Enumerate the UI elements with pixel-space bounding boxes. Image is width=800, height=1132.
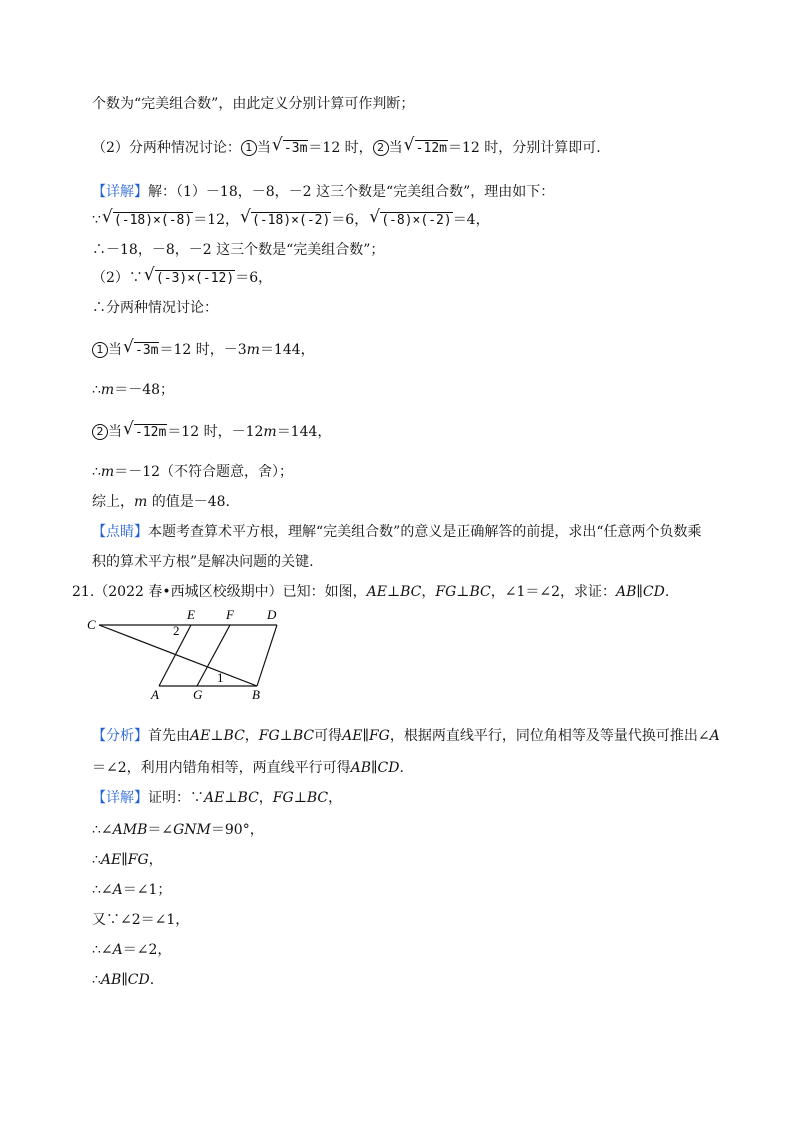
line-fg bbox=[197, 625, 230, 686]
text: ＝90°， bbox=[210, 822, 264, 838]
text-line bbox=[92, 298, 218, 318]
text-line bbox=[92, 380, 174, 400]
text: . bbox=[149, 972, 155, 988]
text: ， bbox=[258, 790, 273, 806]
text: 个数为“完美组合数”，由此定义分别计算可作判断； bbox=[92, 96, 415, 112]
radicand: (-3)×(-12) bbox=[155, 271, 235, 286]
text: 又∵∠2＝∠1， bbox=[92, 912, 190, 928]
label-b: B bbox=[252, 687, 260, 702]
radicand: (-18)×(-2) bbox=[252, 213, 331, 228]
text: ＝144， bbox=[276, 424, 332, 440]
text: ＝∠1； bbox=[122, 882, 172, 898]
math-var: AE bbox=[190, 728, 211, 744]
circled-number: 2 bbox=[92, 424, 108, 440]
text: （2022 春•西城区校级期中）已知：如图， bbox=[94, 584, 367, 600]
text: ∴∠ bbox=[92, 822, 113, 838]
radicand: -12m bbox=[135, 425, 167, 440]
geometry-figure bbox=[85, 606, 285, 702]
math-var: AB bbox=[350, 760, 372, 776]
label-f: F bbox=[226, 607, 234, 622]
text: ⊥ bbox=[210, 728, 224, 744]
math-var: FG bbox=[368, 728, 390, 744]
text-line bbox=[92, 138, 601, 158]
text-line bbox=[92, 880, 171, 900]
line-bd bbox=[257, 625, 277, 686]
text: . bbox=[664, 584, 670, 600]
text-line bbox=[92, 94, 414, 114]
text: ∴ bbox=[92, 464, 101, 480]
text: 可得 bbox=[314, 728, 343, 744]
text: ＝12 时，分别计算即可. bbox=[447, 140, 601, 156]
text: ∴ bbox=[92, 382, 101, 398]
text-line bbox=[92, 940, 171, 960]
text: ∴∠ bbox=[92, 942, 113, 958]
question-number: 21. bbox=[72, 584, 95, 600]
math-var: CD bbox=[127, 972, 150, 988]
text-line bbox=[92, 910, 189, 930]
text-line bbox=[92, 820, 264, 840]
text: ∴ bbox=[92, 972, 101, 988]
text: ＝12 时， bbox=[308, 140, 373, 156]
text-line bbox=[92, 970, 154, 990]
math-var: FG bbox=[272, 790, 294, 806]
text-line bbox=[92, 492, 230, 512]
math-var: FG bbox=[258, 728, 280, 744]
text: ，根据两直线平行，同位角相等及等量代换可推出∠ bbox=[389, 728, 710, 744]
text: ＝144， bbox=[259, 342, 315, 358]
circled-number: 1 bbox=[92, 342, 108, 358]
text: ＝12 时，－12 bbox=[167, 424, 264, 440]
text: ， bbox=[421, 584, 436, 600]
text: ＝12， bbox=[193, 212, 240, 228]
math-var: AB bbox=[616, 584, 637, 600]
text: ⊥ bbox=[293, 790, 307, 806]
radicand: -3m bbox=[283, 141, 308, 156]
radical bbox=[240, 210, 331, 230]
text: ∵ bbox=[92, 212, 101, 228]
text: ＝12 时，－3 bbox=[159, 342, 247, 358]
text: （2）∵ bbox=[92, 270, 143, 286]
text: ∥ bbox=[121, 852, 128, 868]
text: ＝∠ bbox=[147, 822, 174, 838]
text: ＝4， bbox=[452, 212, 490, 228]
text: （2）分两种情况讨论： bbox=[92, 140, 241, 156]
radical bbox=[404, 138, 448, 158]
text: 当 bbox=[388, 140, 403, 156]
label-g: G bbox=[193, 687, 203, 702]
label-c: C bbox=[87, 617, 96, 632]
math-var: m bbox=[100, 464, 115, 480]
text: 解：（1）－18，－8，－2 这三个数是“完美组合数”，理由如下： bbox=[148, 184, 555, 200]
text-line bbox=[92, 726, 720, 746]
text: ∴∠ bbox=[92, 882, 113, 898]
math-var: BC bbox=[237, 790, 259, 806]
question-line bbox=[72, 582, 669, 602]
math-var: GNM bbox=[173, 822, 211, 838]
text: ∥ bbox=[371, 760, 378, 776]
label-e: E bbox=[187, 607, 195, 622]
label-d: D bbox=[267, 607, 277, 622]
section-tag: 【详解】 bbox=[92, 184, 148, 200]
text: ⊥ bbox=[224, 790, 238, 806]
text: ∥ bbox=[121, 972, 128, 988]
math-var: FG bbox=[127, 852, 149, 868]
text-line bbox=[92, 340, 315, 360]
math-var: m bbox=[134, 494, 148, 510]
radical bbox=[123, 422, 167, 442]
math-var: AB bbox=[100, 972, 122, 988]
math-var: A bbox=[112, 942, 123, 958]
text: ＝∠2， bbox=[122, 942, 172, 958]
text-line bbox=[92, 422, 331, 442]
text: ＝∠2，利用内错角相等，两直线平行可得 bbox=[92, 760, 351, 776]
math-var: BC bbox=[306, 790, 329, 806]
radical bbox=[144, 268, 235, 288]
math-var: BC bbox=[469, 584, 491, 600]
text-line bbox=[92, 462, 293, 482]
text-line bbox=[92, 182, 554, 202]
label-a: A bbox=[151, 687, 159, 702]
text-line bbox=[92, 850, 163, 870]
text: ⊥ bbox=[456, 584, 470, 600]
text: 积的算术平方根”是解决问题的关键. bbox=[92, 554, 314, 570]
radicand: (-8)×(-2) bbox=[381, 213, 452, 228]
label-angle-1: 1 bbox=[217, 670, 224, 685]
section-tag: 【点睛】 bbox=[92, 524, 148, 540]
text: ∥ bbox=[362, 728, 369, 744]
text: ＝6， bbox=[331, 212, 369, 228]
text-line bbox=[92, 522, 701, 542]
text-line bbox=[92, 240, 384, 260]
text: ， bbox=[244, 728, 259, 744]
math-var: FG bbox=[435, 584, 457, 600]
math-var: m bbox=[246, 342, 260, 358]
text-line bbox=[92, 210, 490, 230]
math-var: BC bbox=[292, 728, 315, 744]
radical bbox=[272, 138, 308, 158]
section-tag: 【分析】 bbox=[92, 728, 148, 744]
text: 当 bbox=[108, 342, 122, 358]
text: ＝6， bbox=[235, 270, 273, 286]
radical bbox=[123, 340, 159, 360]
math-var: A bbox=[112, 882, 123, 898]
math-var: BC bbox=[400, 584, 422, 600]
label-angle-2: 2 bbox=[173, 623, 180, 638]
radical bbox=[369, 210, 452, 230]
radical bbox=[102, 210, 193, 230]
text: ∥ bbox=[636, 584, 643, 600]
text: ，∠1＝∠2，求证： bbox=[490, 584, 617, 600]
circled-number: 2 bbox=[373, 140, 389, 156]
text-line bbox=[92, 268, 272, 288]
math-var: CD bbox=[377, 760, 400, 776]
math-var: A bbox=[709, 728, 720, 744]
text: ∴ bbox=[92, 852, 101, 868]
text: ＝－12（不符合题意，舍）； bbox=[114, 464, 294, 480]
math-var: m bbox=[100, 382, 115, 398]
text-line bbox=[92, 552, 314, 572]
math-var: AMB bbox=[112, 822, 148, 838]
math-var: AE bbox=[100, 852, 122, 868]
text: 当 bbox=[256, 140, 271, 156]
text: . bbox=[399, 760, 404, 776]
text: 首先由 bbox=[148, 728, 190, 744]
text: 当 bbox=[108, 424, 122, 440]
section-tag: 【详解】 bbox=[92, 790, 148, 806]
math-var: AE bbox=[204, 790, 225, 806]
math-var: AE bbox=[342, 728, 363, 744]
text: ， bbox=[148, 852, 163, 868]
text: 综上， bbox=[92, 494, 134, 510]
math-var: m bbox=[263, 424, 277, 440]
text: ∴－18，－8，－2 这三个数是“完美组合数”； bbox=[92, 242, 385, 258]
math-var: AE bbox=[366, 584, 387, 600]
math-var: BC bbox=[223, 728, 245, 744]
text: ⊥ bbox=[386, 584, 401, 600]
radicand: -12m bbox=[415, 141, 447, 156]
text: 证明：∵ bbox=[148, 790, 204, 806]
text: ⊥ bbox=[279, 728, 293, 744]
math-var: CD bbox=[642, 584, 665, 600]
radicand: (-18)×(-8) bbox=[113, 213, 193, 228]
text: ， bbox=[328, 790, 343, 806]
radicand: -3m bbox=[135, 343, 159, 358]
text: 的值是－48. bbox=[147, 494, 230, 510]
circled-number: 1 bbox=[241, 140, 257, 156]
text: ＝－48； bbox=[114, 382, 175, 398]
text: ∴分两种情况讨论： bbox=[92, 300, 218, 316]
text: 本题考查算术平方根，理解“完美组合数”的意义是正确解答的前提，求出“任意两个负数乘 bbox=[148, 524, 702, 540]
text-line bbox=[92, 758, 404, 778]
text-line bbox=[92, 788, 342, 808]
